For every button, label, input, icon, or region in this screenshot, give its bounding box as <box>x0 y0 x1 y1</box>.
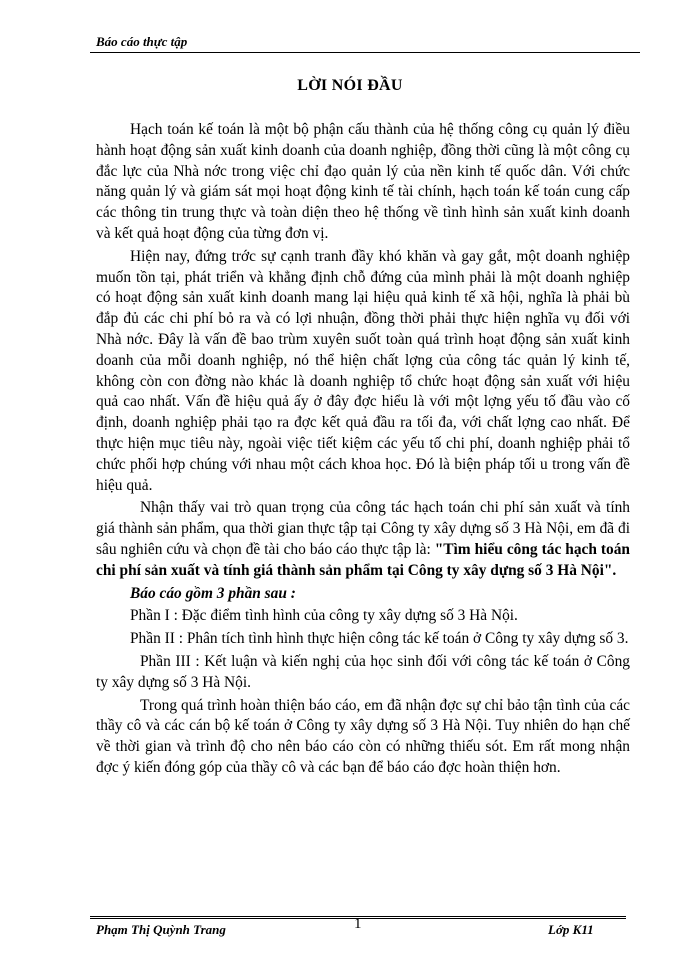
paragraph-3-text: Nhận thấy vai trò quan trọng của công tác hạch toán chi phí sản xuất và tính giá thành sản phẩm, qua thời gian thực tập tại Công ty xây dựng số 3 Hà Nội, em đã đi sâu nghiên cứu và chọn đề tài cho báo cáo thực tập là: <box>96 499 630 558</box>
paragraph-2: Hiện nay, đứng trớc sự cạnh tranh đầy khó khăn và gay gắt, một doanh nghiệp muốn tồn tại, phát triển và khẳng định chỗ đứng của mình phải là một doanh nghiệp có hoạt động sản xuất kinh doanh mang lại hiệu quả kinh tế xã hội, nghĩa là phải bù đắp đủ các chi phí bỏ ra và có lợi nhuận, đồng thời phải thực hiện nghĩa vụ đối với Nhà nớc. Đây là vấn đề bao trùm xuyên suốt toàn quá trình hoạt động sản xuất kinh doanh của mỗi doanh nghiệp, nó thể hiện chất lợng của công tác quản lý kinh tế, không còn con đờng nào khác là doanh nghiệp tổ chức hoạt động sản xuất với hiệu quả cao nhất. Vấn đề hiệu quả ấy ở đây đợc hiểu là với một lợng yếu tố đầu vào cố định, doanh nghiệp phải tạo ra đợc kết quả đầu ra tối đa, với chất lợng cao nhất. Để thực hiện mục tiêu này, ngoài việc tiết kiệm các yếu tố chi phí, doanh nghiệp phải tổ chức phối hợp chúng với nhau một cách khoa học. Đó là biện pháp tối u trong vấn đề hiệu quả. <box>96 247 630 494</box>
paragraph-3 <box>96 498 630 581</box>
page-title: LỜI NÓI ĐẦU <box>297 77 403 94</box>
part-2: Phần II : Phân tích tình hình thực hiện công tác kế toán ở Công ty xây dựng số 3. <box>130 630 629 648</box>
part-1: Phần I : Đặc điểm tình hình của công ty xây dựng số 3 Hà Nội. <box>130 607 518 625</box>
report-topic: "Tìm hiểu công tác hạch toán chi phí sản xuất và tính giá thành sản phẩm tại Công ty xây dựng số 3 Hà Nội". <box>96 540 630 579</box>
report-structure-heading: Báo cáo gồm 3 phần sau : <box>130 584 296 602</box>
page-number: 1 <box>354 916 362 932</box>
document-body <box>96 120 630 781</box>
paragraph-1: Hạch toán kế toán là một bộ phận cấu thành của hệ thống công cụ quản lý điều hành hoạt động sản xuất kinh doanh của doanh nghiệp, đồng thời cũng là một công cụ đắc lực của Nhà nớc trong việc chỉ đạo quản lý của nền kinh tế quốc dân. Với chức năng quản lý và giám sát mọi hoạt động kinh tế tài chính, hạch toán kế toán cung cấp các thông tin trung thực và toàn diện theo hệ thống về tình hình sản xuất kinh doanh và kết quả hoạt động của từng đơn vị. <box>96 121 630 242</box>
footer-author: Phạm Thị Quỳnh Trang <box>96 922 226 937</box>
paragraph-closing: Trong quá trình hoàn thiện báo cáo, em đã nhận đợc sự chỉ bảo tận tình của các thầy cô và các cán bộ kế toán ở Công ty xây dựng số 3 Hà Nội. Tuy nhiên do hạn chế về thời gian và trình độ cho nên báo cáo còn có những thiếu sót. Em rất mong nhận đợc ý kiến đóng góp của thầy cô và các bạn để báo cáo đợc hoàn thiện hơn. <box>96 696 630 776</box>
footer-class: Lớp K11 <box>548 922 594 937</box>
header-divider <box>90 52 640 53</box>
part-3: Phần III : Kết luận và kiến nghị của học sinh đối với công tác kế toán ở Công ty xây dựng số 3 Hà Nội. <box>96 652 630 691</box>
page-header: Báo cáo thực tập <box>96 34 188 49</box>
